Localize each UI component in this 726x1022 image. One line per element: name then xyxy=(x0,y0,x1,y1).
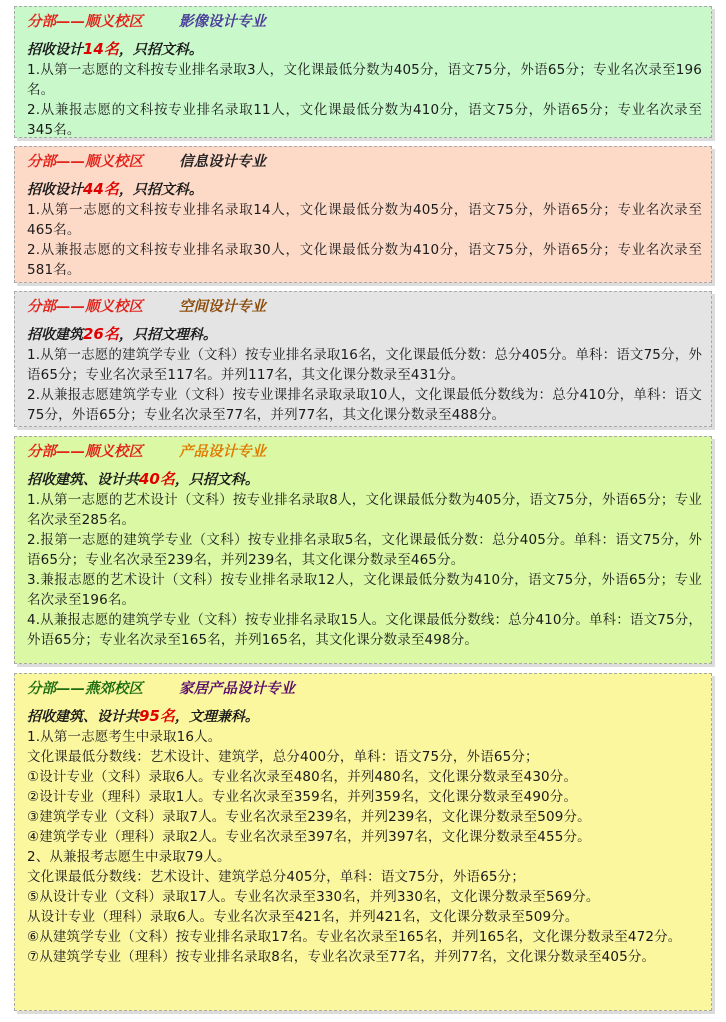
summary-prefix: 招收建筑 xyxy=(27,327,83,343)
enrollment-summary xyxy=(27,179,702,200)
card-header xyxy=(27,678,702,700)
summary-count: 14名 xyxy=(83,40,119,58)
admission-card-information-design xyxy=(14,146,712,283)
campus-label: 分部——顺义校区 xyxy=(27,154,143,170)
campus-label: 分部——顺义校区 xyxy=(27,299,143,315)
admission-rule: 从设计专业（理科）录取6人。专业名次录至421名，并列421名，文化课分数录至509分。 xyxy=(27,909,579,925)
admission-card-product-design xyxy=(14,436,712,664)
major-label: 空间设计专业 xyxy=(179,299,266,315)
card-header xyxy=(27,296,702,318)
summary-suffix: ，只招文科。 xyxy=(118,182,203,198)
enrollment-summary xyxy=(27,324,702,345)
summary-count: 95名 xyxy=(139,707,175,725)
summary-prefix: 招收设计 xyxy=(27,182,83,198)
enrollment-summary xyxy=(27,706,702,727)
summary-prefix: 招收建筑、设计共 xyxy=(27,472,139,488)
summary-count: 44名 xyxy=(83,180,119,198)
admission-rule: 3.兼报志愿的艺术设计（文科）按专业排名录取12人，文化课最低分数为410分，语文75分，外语65分；专业名次录至196名。 xyxy=(27,572,702,608)
admission-rule: 1.从第一志愿的艺术设计（文科）按专业排名录取8人，文化课最低分数为405分，语文75分，外语65分；专业名次录至285名。 xyxy=(27,492,702,528)
enrollment-summary xyxy=(27,39,702,60)
summary-suffix: ，文理兼科。 xyxy=(174,709,259,725)
campus-label: 分部——顺义校区 xyxy=(27,444,143,460)
admission-rule: 文化课最低分数线：艺术设计、建筑学总分405分，单科：语文75分，外语65分； xyxy=(27,869,525,885)
summary-suffix: ，只招文科。 xyxy=(118,42,203,58)
summary-suffix: ，只招文理科。 xyxy=(118,327,217,343)
admission-rule: ②设计专业（理科）录取1人。专业名次录至359名，并列359名，文化课分数录至490分。 xyxy=(27,789,578,805)
admission-rule: 2.从兼报志愿建筑学专业（文科）按专业课排名录取录取10人，文化课最低分数线为：总分410分，单科：语文75分，外语65分；专业名次录至77名，并列77名，其文化课分数录至488分。 xyxy=(27,387,702,423)
admission-rule: 2.报第一志愿的建筑学专业（文科）按专业排名录取5名，文化课最低分数：总分405分。单科：语文75分，外语65分；专业名次录至239名，并列239名，其文化课分数录至465分。 xyxy=(27,532,702,568)
card-header xyxy=(27,151,702,173)
admission-rule: 1.从第一志愿的文科按专业排名录取14人，文化课最低分数为405分，语文75分，外语65分；专业名次录至465名。 xyxy=(27,202,702,238)
admission-rule: ⑤从设计专业（文科）录取17人。专业名次录至330名，并列330名，文化课分数录至569分。 xyxy=(27,889,600,905)
admission-rule: 1.从第一志愿的文科按专业排名录取3人，文化课最低分数为405分，语文75分，外语65分；专业名次录至196名。 xyxy=(27,62,702,98)
admission-rule: ④建筑学专业（理科）录取2人。专业名次录至397名，并列397名，文化课分数录至455分。 xyxy=(27,829,591,845)
summary-prefix: 招收设计 xyxy=(27,42,83,58)
admission-rule: 文化课最低分数线：艺术设计、建筑学，总分400分，单科：语文75分，外语65分； xyxy=(27,749,539,765)
card-header xyxy=(27,441,702,463)
summary-suffix: ，只招文科。 xyxy=(174,472,259,488)
campus-label: 分部——燕郊校区 xyxy=(27,681,143,697)
admission-rule: ①设计专业（文科）录取6人。专业名次录至480名，并列480名，文化课分数录至430分。 xyxy=(27,769,578,785)
admission-rule: ③建筑学专业（文科）录取7人。专业名次录至239名，并列239名，文化课分数录至509分。 xyxy=(27,809,591,825)
admission-rule: 1.从第一志愿考生中录取16人。 xyxy=(27,729,222,745)
summary-count: 26名 xyxy=(83,325,119,343)
admission-card-imaging-design xyxy=(14,6,712,138)
major-label: 信息设计专业 xyxy=(179,154,266,170)
admission-rule: 2.从兼报志愿的文科按专业排名录取11人，文化课最低分数为410分，语文75分，外语65分；专业名次录至345名。 xyxy=(27,102,702,138)
admission-card-space-design xyxy=(14,291,712,427)
admission-rule: ⑥从建筑学专业（文科）按专业排名录取17名。专业名次录至165名，并列165名，文化课分数录至472分。 xyxy=(27,929,682,945)
major-label: 家居产品设计专业 xyxy=(179,681,295,697)
enrollment-summary xyxy=(27,469,702,490)
admission-rule: 1.从第一志愿的建筑学专业（文科）按专业排名录取16名，文化课最低分数：总分405分。单科：语文75分，外语65分；专业名次录至117名。并列117名，其文化课分数录至431分。 xyxy=(27,347,702,383)
admission-rule: 2、从兼报考志愿生中录取79人。 xyxy=(27,849,231,865)
card-header xyxy=(27,11,702,33)
major-label: 产品设计专业 xyxy=(179,444,266,460)
major-label: 影像设计专业 xyxy=(179,14,266,30)
admission-card-home-product-design xyxy=(14,673,712,1011)
admission-rule: ⑦从建筑学专业（理科）按专业排名录取8名，专业名次录至77名，并列77名，文化课分数录至405分。 xyxy=(27,949,656,965)
admission-rule: 4.从兼报志愿的建筑学专业（文科）按专业排名录取15人。文化课最低分数线：总分410分。单科：语文75分，外语65分；专业名次录至165名，并列165名，其文化课分数录至498分。 xyxy=(27,612,702,648)
summary-count: 40名 xyxy=(139,470,175,488)
summary-prefix: 招收建筑、设计共 xyxy=(27,709,139,725)
campus-label: 分部——顺义校区 xyxy=(27,14,143,30)
admission-rule: 2.从兼报志愿的文科按专业排名录取30人，文化课最低分数为410分，语文75分，外语65分；专业名次录至581名。 xyxy=(27,242,702,278)
